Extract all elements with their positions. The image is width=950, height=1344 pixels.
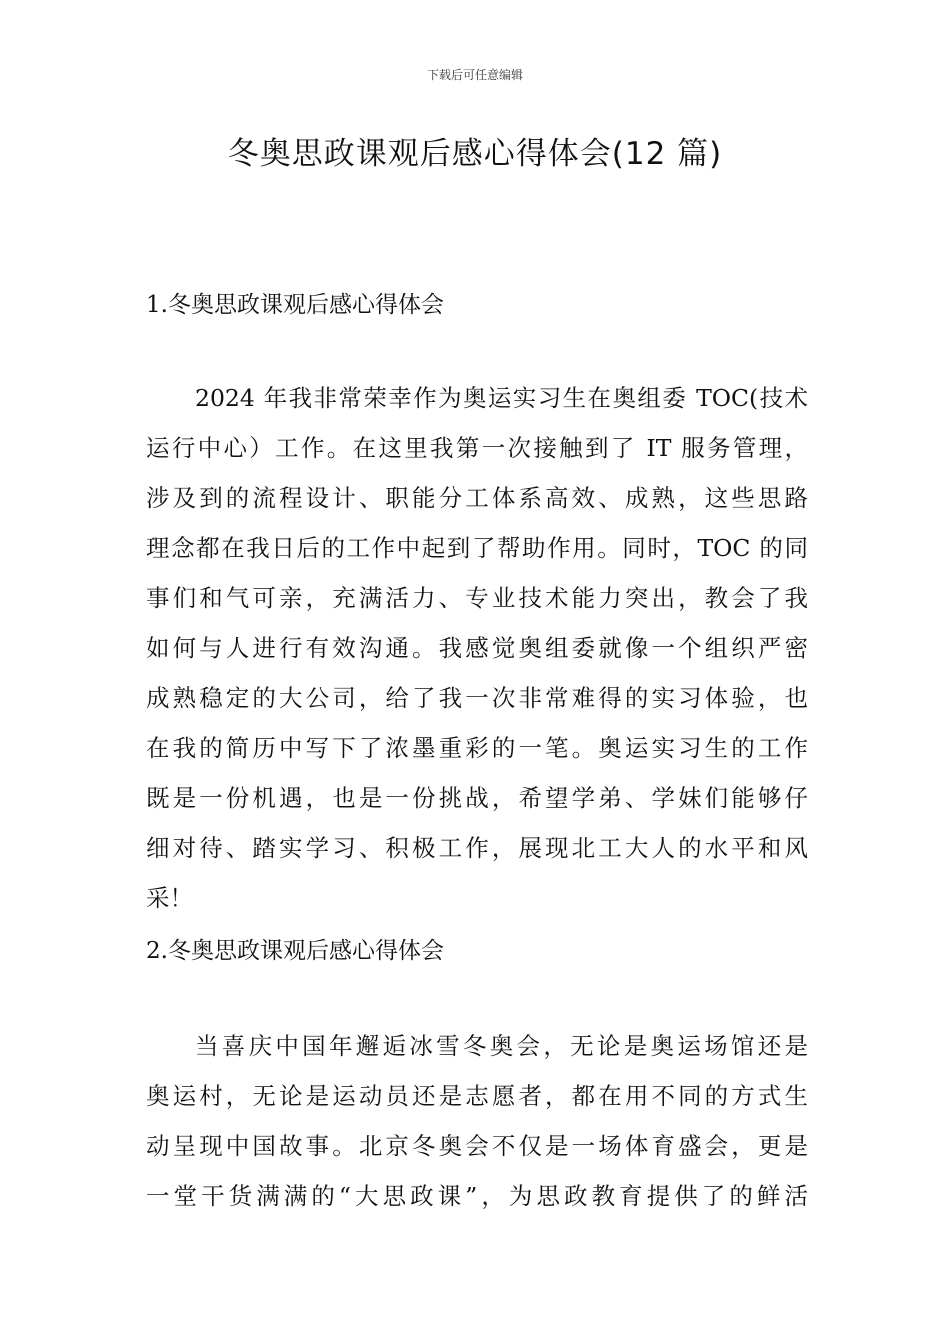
section-heading-2: 2.冬奥思政课观后感心得体会 [146, 938, 444, 964]
paragraph-line: 动呈现中国故事。北京冬奥会不仅是一场体育盛会，更是 [146, 1132, 808, 1160]
paragraph-line: 在我的简历中写下了浓墨重彩的一笔。奥运实习生的工作 [146, 734, 808, 762]
section-1-paragraph [146, 380, 808, 930]
paragraph-line: 既是一份机遇，也是一份挑战，希望学弟、学妹们能够仔 [146, 784, 808, 812]
paragraph-line: 当喜庆中国年邂逅冰雪冬奥会，无论是奥运场馆还是 [195, 1032, 808, 1060]
paragraph-line: 奥运村，无论是运动员还是志愿者，都在用不同的方式生 [146, 1082, 808, 1110]
paragraph-line: 运行中心）工作。在这里我第一次接触到了 IT 服务管理， [146, 434, 808, 462]
header-note: 下载后可任意编辑 [426, 68, 523, 82]
paragraph-line: 采！ [146, 884, 193, 912]
paragraph-line: 理念都在我日后的工作中起到了帮助作用。同时，TOC 的同 [146, 534, 808, 562]
paragraph-line: 一堂干货满满的“大思政课”，为思政教育提供了的鲜活 [146, 1182, 808, 1210]
paragraph-line: 如何与人进行有效沟通。我感觉奥组委就像一个组织严密 [146, 634, 808, 662]
section-2-paragraph [146, 1028, 808, 1228]
paragraph-line: 成熟稳定的大公司，给了我一次非常难得的实习体验，也 [146, 684, 808, 712]
section-heading-1: 1.冬奥思政课观后感心得体会 [146, 292, 444, 318]
paragraph-line: 事们和气可亲，充满活力、专业技术能力突出，教会了我 [146, 584, 808, 612]
paragraph-line: 涉及到的流程设计、职能分工体系高效、成熟，这些思路 [146, 484, 808, 512]
document-title: 冬奥思政课观后感心得体会(12 篇) [227, 136, 723, 172]
paragraph-line: 2024 年我非常荣幸作为奥运实习生在奥组委 TOC(技术 [195, 384, 808, 412]
paragraph-line: 细对待、踏实学习、积极工作，展现北工大人的水平和风 [146, 834, 808, 862]
